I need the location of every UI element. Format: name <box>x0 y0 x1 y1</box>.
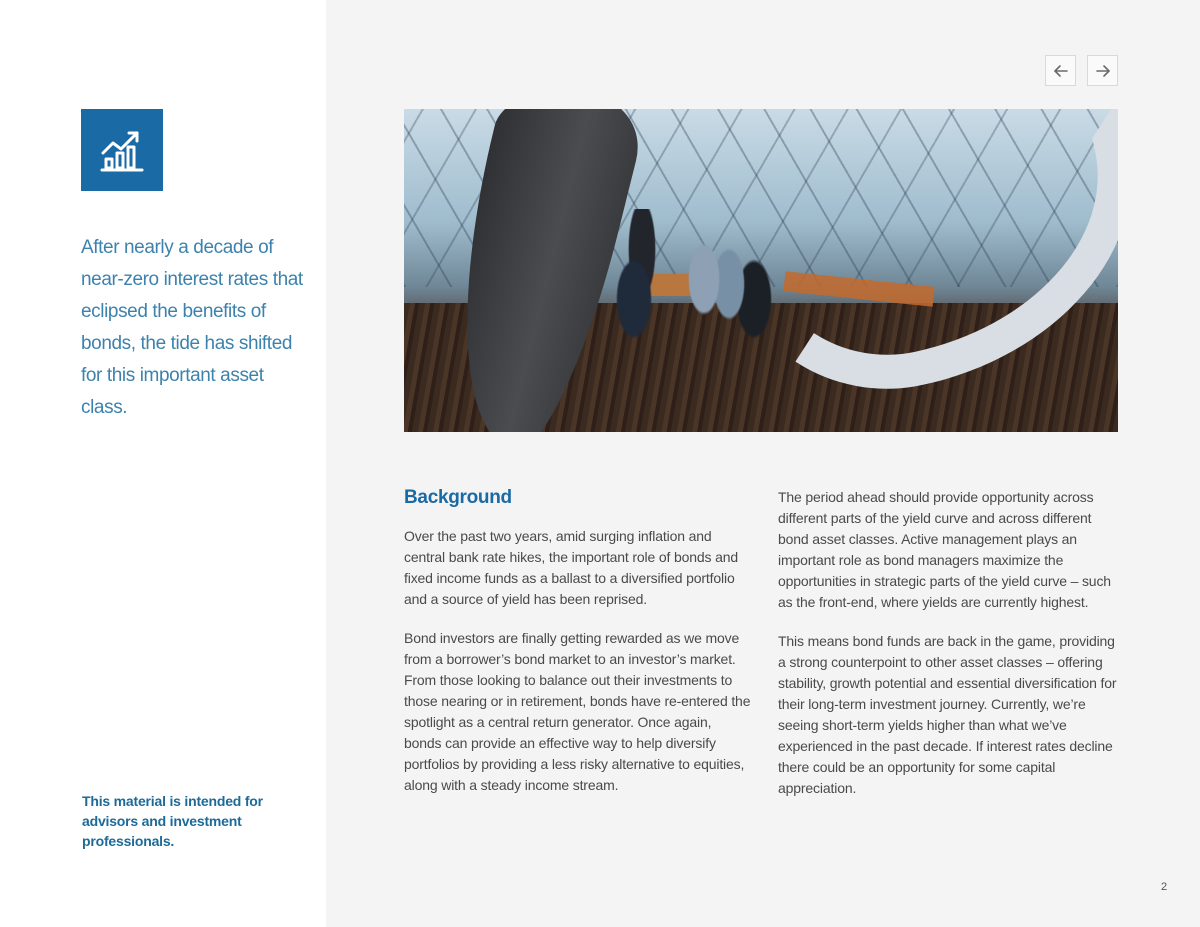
article-right-column <box>778 487 1123 817</box>
chart-growth-icon <box>99 127 145 173</box>
previous-page-button[interactable] <box>1045 55 1076 86</box>
arrow-left-icon <box>1053 63 1069 79</box>
sidebar-panel <box>0 0 326 927</box>
arrow-right-icon <box>1095 63 1111 79</box>
page-number: 2 <box>1161 881 1168 893</box>
chart-growth-icon-tile <box>81 109 163 191</box>
paragraph: Over the past two years, amid surging inflation and central bank rate hikes, the important role of bonds and fixed income funds as a ballast to a diversified portfolio and a source of yield has been reprised. <box>404 528 739 607</box>
paragraph: This means bond funds are back in the game, providing a strong counterpoint to other asset classes – offering stability, growth potential and essential diversification for their long-term investment journey. Currently, we’re seeing short-term yields higher than what we’ve experienced in the past decade. If interest rates decline there could be an opportunity for some capital appreciation. <box>778 633 1117 796</box>
next-page-button[interactable] <box>1087 55 1118 86</box>
section-heading: Background <box>404 487 512 508</box>
disclaimer-text: This material is intended for advisors and investment professionals. <box>82 793 263 849</box>
article-left-column <box>404 486 752 814</box>
paragraph: The period ahead should provide opportunity across different parts of the yield curve and across different bond asset classes. Active management plays an important role as bond managers maximize the opportunities in strategic parts of the yield curve – such as the front-end, where yields are currently highest. <box>778 489 1111 610</box>
paragraph: Bond investors are finally getting rewarded as we move from a borrower’s bond market to an investor’s market. From those looking to balance out their investments to those nearing or in retirement, bonds have re-entered the spotlight as a central return generator. Once again, bonds can provide an effective way to help diversify portfolios by providing a less risky alternative to equities, along with a steady income stream. <box>404 630 751 793</box>
intro-quote: After nearly a decade of near-zero interest rates that eclipsed the benefits of bonds, the tide has shifted for this important asset class. <box>81 237 303 418</box>
hero-photo <box>404 109 1118 432</box>
